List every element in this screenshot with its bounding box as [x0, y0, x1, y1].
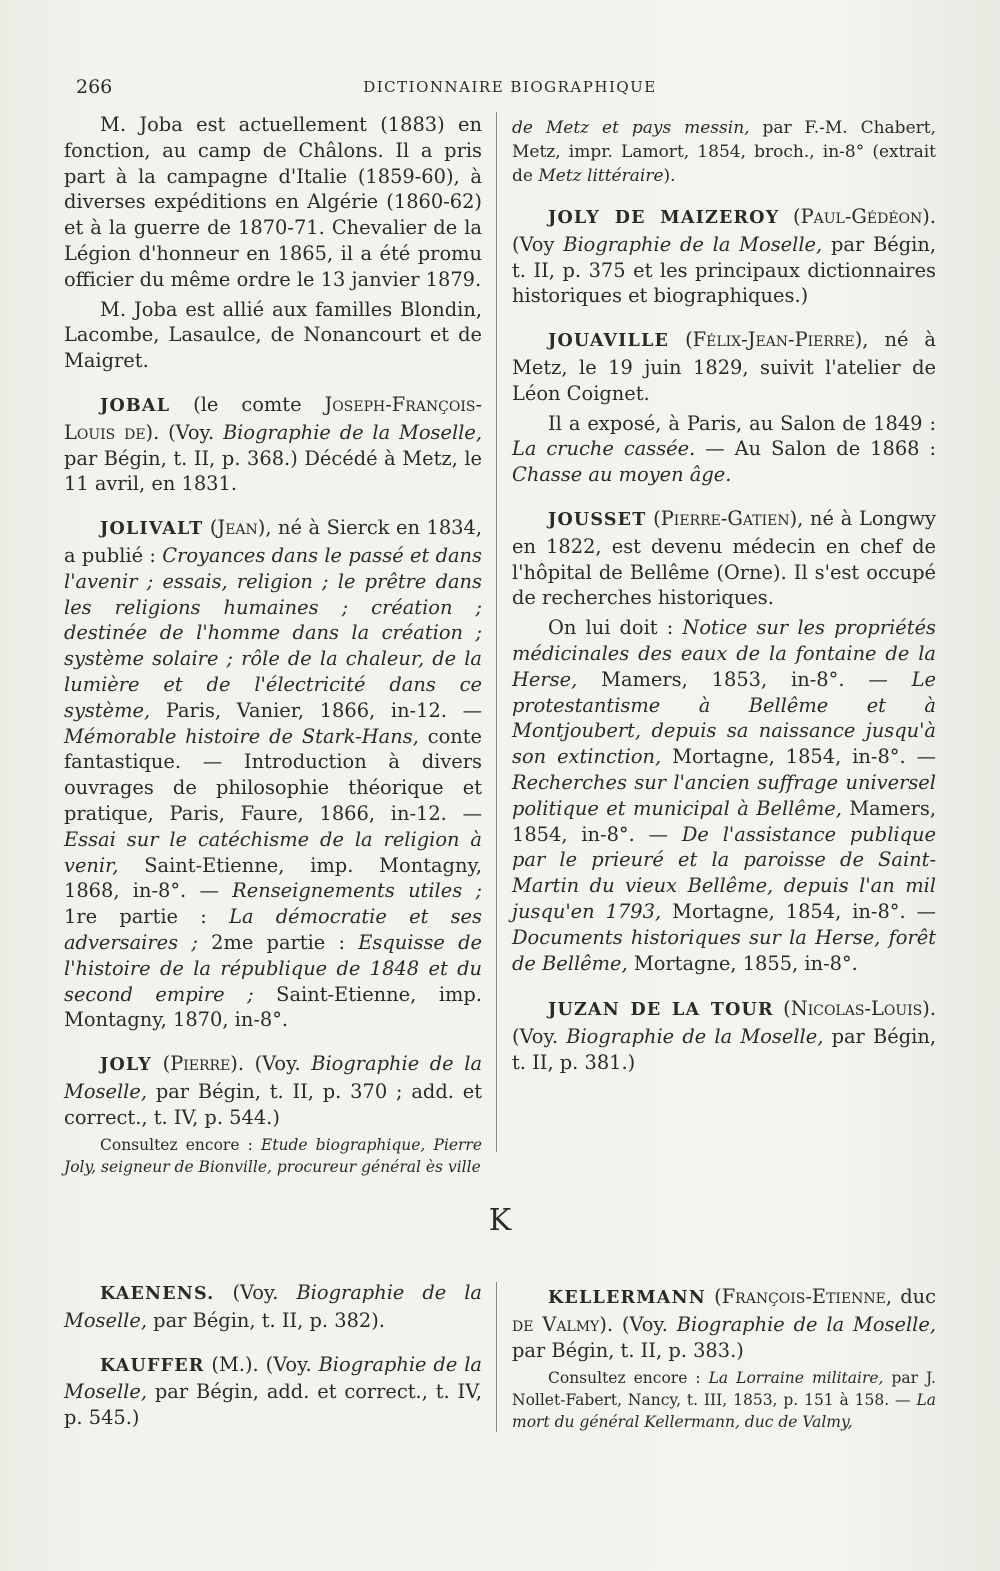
entry-jobal: JOBAL (le comte Joseph-François-Louis de). (Voy. Biographie de la Moselle, par Bégin, t. II, p. 368.) Décédé à Metz, le 11 avril, en 1831. — [64, 392, 482, 496]
section-letter: K — [488, 1203, 512, 1238]
jousset-works: On lui doit : Notice sur les propriétés médicinales des eaux de la fontaine de la Herse, Mamers, 1853, in-8°. — Le protestantisme à Bellême et à Montjoubert, depuis sa naissance jusqu'à son extinction, Mortagne, 1854, in-8°. — Recherches sur l'ancien suffrage universel politique et municipal à Bellême, Mamers, 1854, in-8°. — De l'assistance publique par le prieuré et la paroisse de Saint-Martin du vieux Bellême, depuis l'an mil jusqu'en 1793, Mortagne, 1854, in-8°. — Documents historiques sur la Herse, forêt de Bellême, Mortagne, 1855, in-8°. — [512, 616, 937, 975]
headword-jousset: JOUSSET — [548, 509, 647, 530]
headword-joly-de-maizeroy: JOLY DE MAIZEROY — [548, 208, 780, 228]
entry-jousset: JOUSSET (Pierre-Gatien), né à Longwy en 1822, est devenu médecin en chef de l'hôpital de Bellême (Orne). Il s'est occupé de recherches historiques. — [512, 506, 937, 610]
headword-kellermann: KELLERMANN — [548, 1288, 706, 1308]
entry-joly: JOLY (Pierre). (Voy. Biographie de la Moselle, par Bégin, t. II, p. 370 ; add. et correct., t. IV, p. 544.) — [64, 1052, 482, 1129]
bottom-right-column — [512, 1284, 936, 1433]
joba-paragraph-1: M. Joba est actuellement (1883) en fonction, au camp de Châlons. Il a pris part à la campagne d'Italie (1859-60), à diverses expéditions en Algérie (1860-62) et à la guerre de 1870-71. Chevalier de la Légion d'honneur en 1865, il a été promu officier du même ordre le 13 janvier 1879. — [64, 113, 482, 291]
column-divider — [496, 112, 497, 1152]
entry-kellermann: KELLERMANN (François-Etienne, duc de Valmy). (Voy. Biographie de la Moselle, par Bégin, t. II, p. 383.) — [512, 1285, 936, 1362]
left-column — [64, 112, 482, 1178]
entry-jouaville: JOUAVILLE (Félix-Jean-Pierre), né à Metz, le 19 juin 1829, suivit l'atelier de Léon Coignet. — [512, 328, 936, 405]
running-header — [70, 72, 950, 102]
headword-joly: JOLY — [100, 1055, 153, 1076]
right-column — [512, 116, 936, 1076]
bottom-left-column — [64, 1280, 482, 1431]
entry-joly-de-maizeroy: JOLY DE MAIZEROY (Paul-Gédéon). (Voy Biographie de la Moselle, par Bégin, t. II, p. 375 et les principaux dictionnaires historiques et biographiques.) — [512, 205, 936, 308]
running-title: DICTIONNAIRE BIOGRAPHIQUE — [363, 78, 657, 96]
joba-paragraph-2: M. Joba est allié aux familles Blondin, Lacombe, Lasaulce, de Nonancourt et de Maigret. — [64, 297, 482, 373]
kellermann-note: Consultez encore : La Lorraine militaire, par J. Nollet-Fabert, Nancy, t. III, 1853, p. 151 à 158. — La mort du général Kellermann, duc de Valmy, — [512, 1369, 936, 1432]
headword-jouaville: JOUAVILLE — [548, 331, 670, 352]
entry-juzan-de-la-tour: JUZAN DE LA TOUR (Nicolas-Louis). (Voy. Biographie de la Moselle, par Bégin, t. II, p. 381.) — [512, 997, 936, 1074]
headword-kaenens: KAENENS. — [100, 1284, 215, 1304]
headword-kauffer: KAUFFER — [100, 1355, 205, 1376]
entry-jolivalt: JOLIVALT (Jean), né à Sierck en 1834, a publié : Croyances dans le passé et dans l'avenir ; essais, religion ; le prêtre dans les religions humaines ; création ; destinée de l'homme dans la création ; système solaire ; rôle de la chaleur, de la lumière et de l'électricité dans ce système, Paris, Vanier, 1866, in-12. — Mémorable histoire de Stark-Hans, conte fantastique. — Introduction à divers ouvrages de philosophie théorique et pratique, Paris, Faure, 1866, in-12. — Essai sur le catéchisme de la religion à venir, Saint-Etienne, imp. Montagny, 1868, in-8°. — Renseignements utiles ; 1re partie : La démocratie et ses adversaires ; 2me partie : Esquisse de l'histoire de la république de 1848 et du second empire ; Saint-Etienne, imp. Montagny, 1870, in-8°. — [64, 516, 483, 1032]
joly-note-continuation: de Metz et pays messin, par F.-M. Chabert, Metz, impr. Lamort, 1854, broch., in-8° (extrait de Metz littéraire). — [512, 118, 936, 186]
column-divider-bottom — [496, 1282, 497, 1432]
jouaville-exhibitions: Il a exposé, à Paris, au Salon de 1849 : La cruche cassée. — Au Salon de 1868 : Chasse au moyen âge. — [512, 411, 936, 487]
entry-kauffer: KAUFFER (M.). (Voy. Biographie de la Moselle, par Bégin, add. et correct., t. IV, p. 545.) — [64, 1352, 482, 1430]
headword-juzan-de-la-tour: JUZAN DE LA TOUR — [548, 1000, 774, 1021]
page-number: 266 — [76, 76, 113, 98]
joly-note: Consultez encore : Etude biographique, Pierre Joly, seigneur de Bionville, procureur général ès ville — [64, 1136, 482, 1177]
entry-kaenens: KAENENS. (Voy. Biographie de la Moselle, par Bégin, t. II, p. 382). — [64, 1281, 482, 1332]
headword-jolivalt: JOLIVALT — [100, 519, 204, 540]
headword-jobal: JOBAL — [100, 395, 171, 416]
